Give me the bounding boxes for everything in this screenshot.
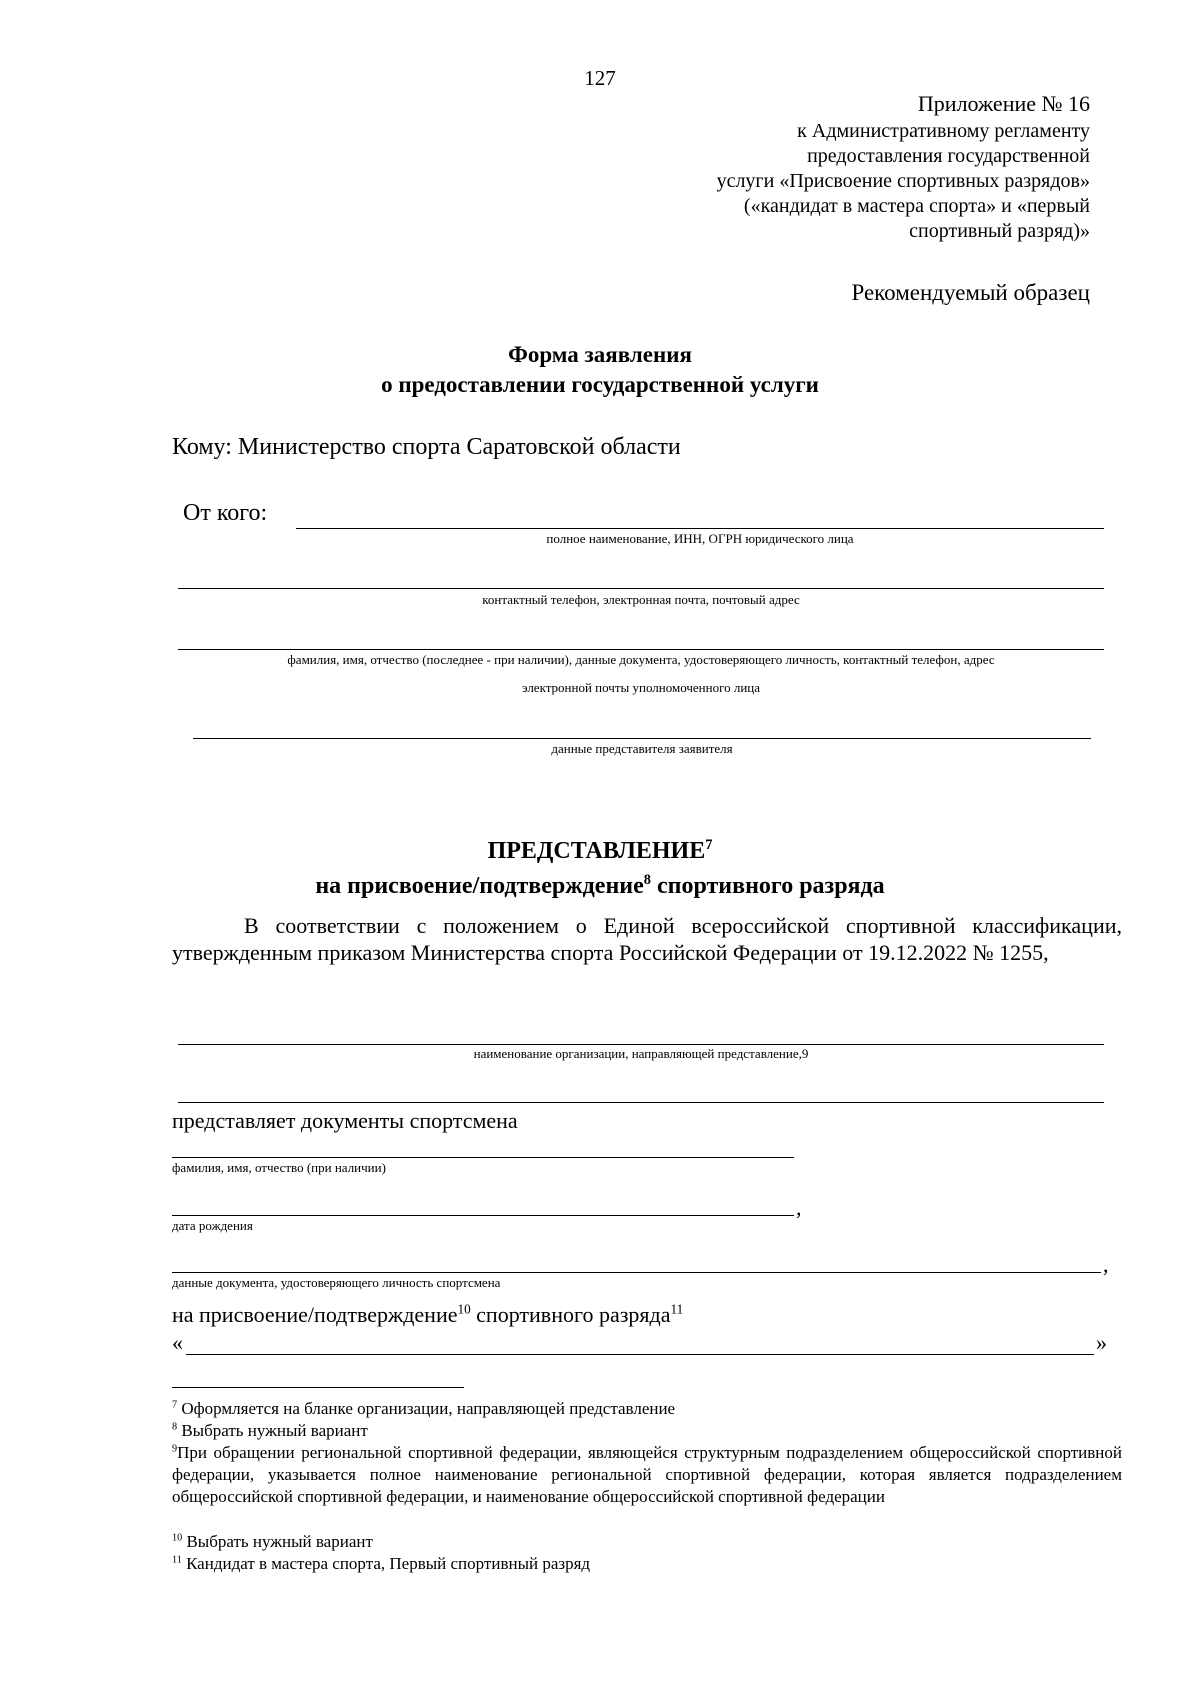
rank-line: на присвоение/подтверждение$^{10}$ спортивного разряда$^{11}$ [172, 1301, 684, 1327]
from-label: От кого: [183, 500, 268, 526]
legal-basis-paragraph: В соответствии с положением о Единой всероссийской спортивной классификации, утвержденным приказом Министерства спорта Российской Федерации от 19.12.2022 № 1255, [172, 913, 1122, 965]
appendix-number: Приложение № 16 [917, 91, 1090, 116]
comma: , [1103, 1252, 1109, 1277]
appendix-line: к Административному регламенту [797, 120, 1090, 142]
footnote-11: $^{11}$ Кандидат в мастера спорта, Первый спортивный разряд [172, 1554, 591, 1573]
appendix-line: («кандидат в мастера спорта» и «первый [743, 195, 1090, 217]
authorized-person-hint: фамилия, имя, отчество (последнее - при наличии), данные документа, удостоверяющего личность, контактный телефон, адрес [287, 652, 995, 667]
birth-date-hint: дата рождения [172, 1218, 253, 1233]
footnote-ref: 10 [457, 1301, 471, 1317]
contacts-field[interactable] [178, 588, 1104, 589]
comma: , [796, 1195, 802, 1220]
open-quote: « [172, 1330, 183, 1355]
footnote-ref: 8 [643, 872, 651, 888]
footnote-ref: 7 [705, 837, 713, 853]
organization-hint: наименование организации, направляющей представление,9 [473, 1046, 809, 1061]
athlete-name-hint: фамилия, имя, отчество (при наличии) [172, 1160, 386, 1175]
footnote-ref: 11 [670, 1301, 684, 1317]
appendix-line: услуги «Присвоение спортивных разрядов» [716, 170, 1090, 192]
form-subtitle: о предоставлении государственной услуги [381, 372, 819, 397]
organization-field-cont[interactable] [178, 1102, 1104, 1103]
addressee: Кому: Министерство спорта Саратовской области [172, 434, 681, 460]
footnote-9: $^9$При обращении региональной спортивной федерации, являющейся структурным подразделением общероссийской спортивной федерации, указывается полное наименование региональной спортивной федерации, которая является подразделением общероссийской спортивной федерации, и наименование общероссийской спортивной федерации [172, 1443, 1122, 1506]
legal-entity-hint: полное наименование, ИНН, ОГРН юридического лица [546, 531, 854, 546]
close-quote: » [1096, 1330, 1107, 1355]
applicant-name-field[interactable] [296, 528, 1104, 529]
page-number: 127 [584, 66, 616, 90]
footnote-8: $^8$ Выбрать нужный вариант [172, 1421, 368, 1440]
birth-date-field[interactable] [172, 1215, 794, 1216]
organization-field[interactable] [178, 1044, 1104, 1045]
appendix-line: предоставления государственной [807, 145, 1090, 167]
submits-documents: представляет документы спортсмена [172, 1108, 518, 1133]
representative-hint: данные представителя заявителя [551, 741, 733, 756]
representative-field[interactable] [193, 738, 1091, 739]
athlete-document-field[interactable] [172, 1272, 1101, 1273]
authorized-person-field[interactable] [178, 649, 1104, 650]
athlete-document-hint: данные документа, удостоверяющего личность спортсмена [172, 1275, 501, 1290]
rank-field[interactable] [186, 1354, 1094, 1355]
footnote-10: $^{10}$ Выбрать нужный вариант [172, 1532, 373, 1551]
authorized-person-hint-cont: электронной почты уполномоченного лица [521, 680, 761, 695]
footnote-separator [172, 1387, 464, 1388]
contacts-hint: контактный телефон, электронная почта, почтовый адрес [482, 592, 800, 607]
form-title: Форма заявления [508, 342, 692, 367]
representation-title: ПРЕДСТАВЛЕНИЕ$^7$ [487, 837, 713, 864]
representation-subtitle: на присвоение/подтверждение$^8$ спортивного разряда [315, 872, 885, 899]
appendix-line: спортивный разряд)» [909, 220, 1090, 242]
athlete-name-field[interactable] [172, 1157, 794, 1158]
footnote-7: $^7$ Оформляется на бланке организации, направляющей представление [172, 1399, 676, 1418]
sample-label: Рекомендуемый образец [851, 280, 1090, 305]
